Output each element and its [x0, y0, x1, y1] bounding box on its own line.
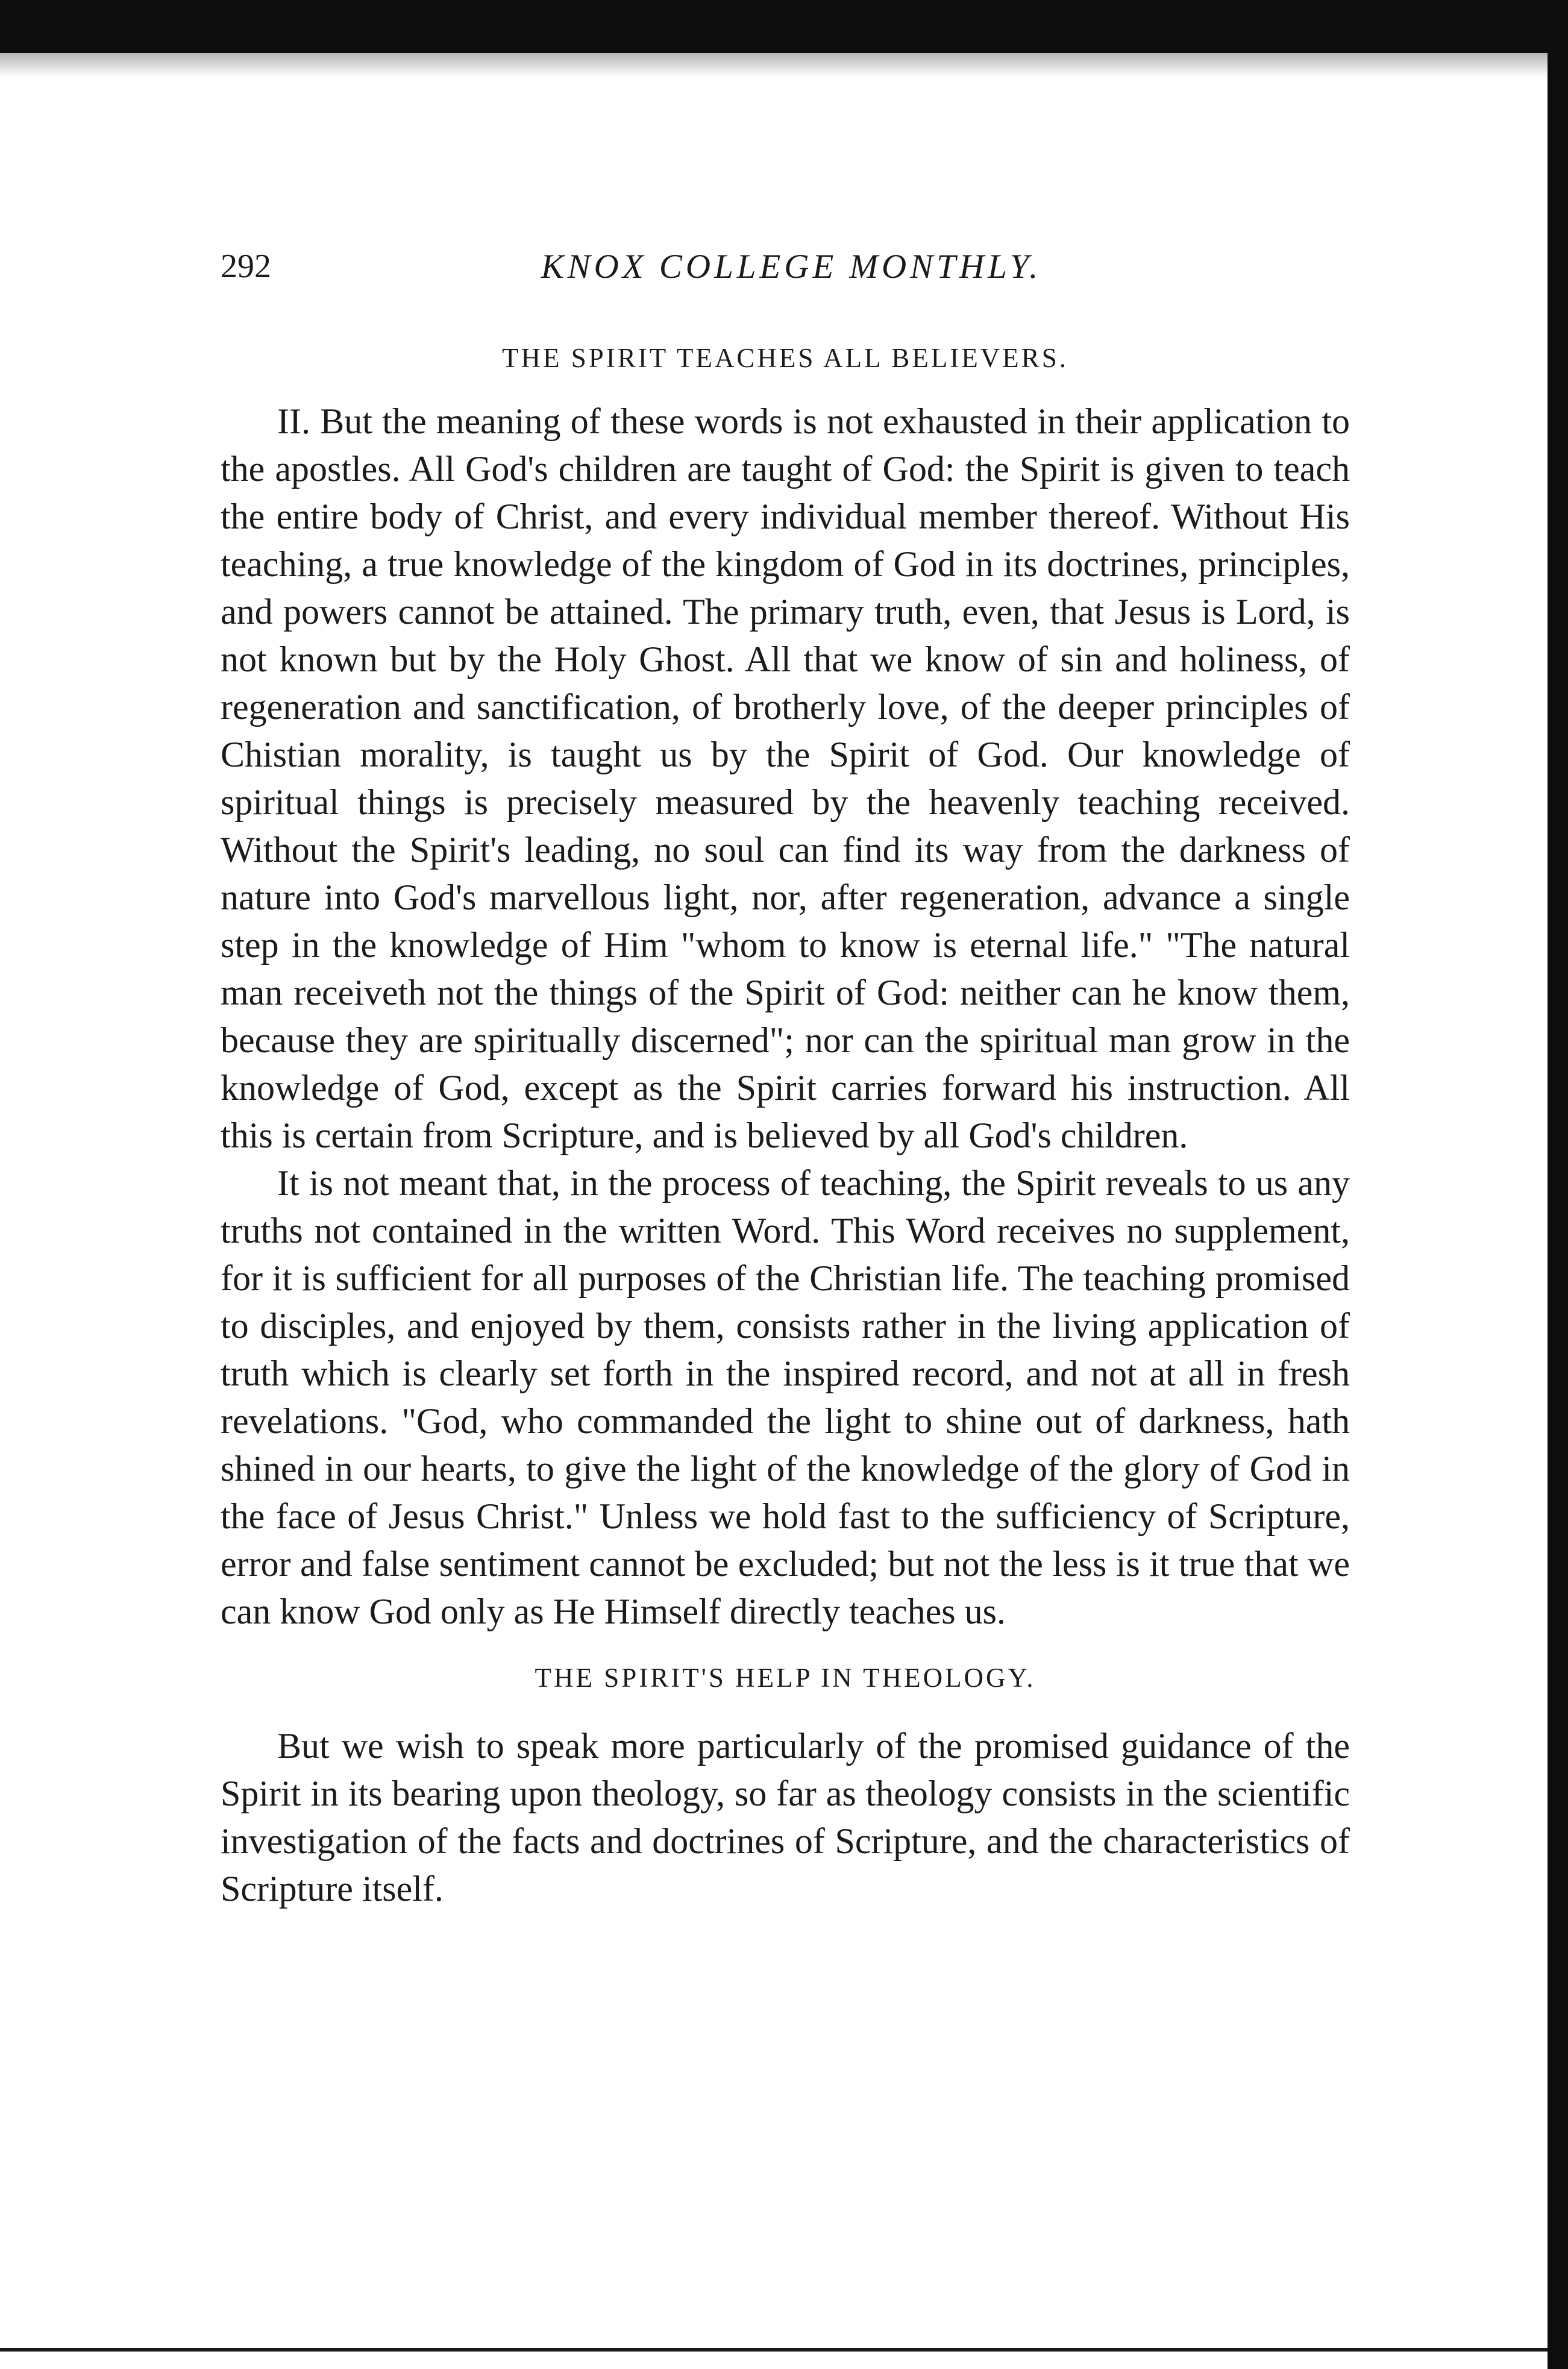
- paragraph-theology-guidance: But we wish to speak more particularly of the promised guidance of the Spirit in its bearing upon theology, so far as theology consists in the scientific investigation of the facts and doctrines of Scripture, and the characteristics of Scripture itself.: [221, 1726, 1350, 1909]
- section-heading-spirit-teaches: THE SPIRIT TEACHES ALL BELIEVERS.: [502, 343, 1068, 373]
- scan-border-right: [1548, 53, 1568, 2369]
- scan-shadow-top: [0, 53, 1568, 77]
- scan-edge-bottom: [0, 2348, 1548, 2352]
- running-head: [221, 247, 1350, 295]
- journal-title: KNOX COLLEGE MONTHLY.: [541, 248, 1042, 286]
- section-heading-theology: THE SPIRIT'S HELP IN THEOLOGY.: [535, 1663, 1036, 1693]
- paragraph-apostles-meaning: II. But the meaning of these words is not exhausted in their application to the apostles. All God's children are taught of God: the Spirit is given to teach the entire body of Christ, and every individual member thereof. Without His teaching, a true knowledge of the kingdom of God in its doctrines, principles, and powers cannot be attained. The primary truth, even, that Jesus is Lord, is not known but by the Holy Ghost. All that we know of sin and holiness, of regeneration and sanctification, of brotherly love, of the deeper principles of Chistian morality, is taught us by the Spirit of God. Our knowledge of spiritual things is precisely measured by the heavenly teaching received. Without the Spirit's leading, no soul can find its way from the darkness of nature into God's marvellous light, nor, after regeneration, advance a single step in the knowledge of Him "whom to know is eternal life." "The natural man receiveth not the things of the Spirit of God: neither can he know them, because they are spiritually discerned"; nor can the spiritual man grow in the knowledge of God, except as the Spirit carries forward his instruction. All this is certain from Scripture, and is believed by all God's children.: [221, 401, 1350, 1155]
- page-number: 292: [221, 248, 271, 285]
- book-page: [221, 247, 1350, 2326]
- paragraph-not-new-truths: It is not meant that, in the process of teaching, the Spirit reveals to us any truths not contained in the written Word. This Word receives no supplement, for it is sufficient for all purposes of the Christian life. The teaching promised to disciples, and enjoyed by them, consists rather in the living application of truth which is clearly set forth in the inspired record, and not at all in fresh revelations. "God, who commanded the light to shine out of darkness, hath shined in our hearts, to give the light of the knowledge of the glory of God in the face of Jesus Christ." Unless we hold fast to the sufficiency of Scripture, error and false sentiment cannot be excluded; but not the less is it true that we can know God only as He Himself directly teaches us.: [221, 1163, 1350, 1631]
- scan-border-top: [0, 0, 1568, 53]
